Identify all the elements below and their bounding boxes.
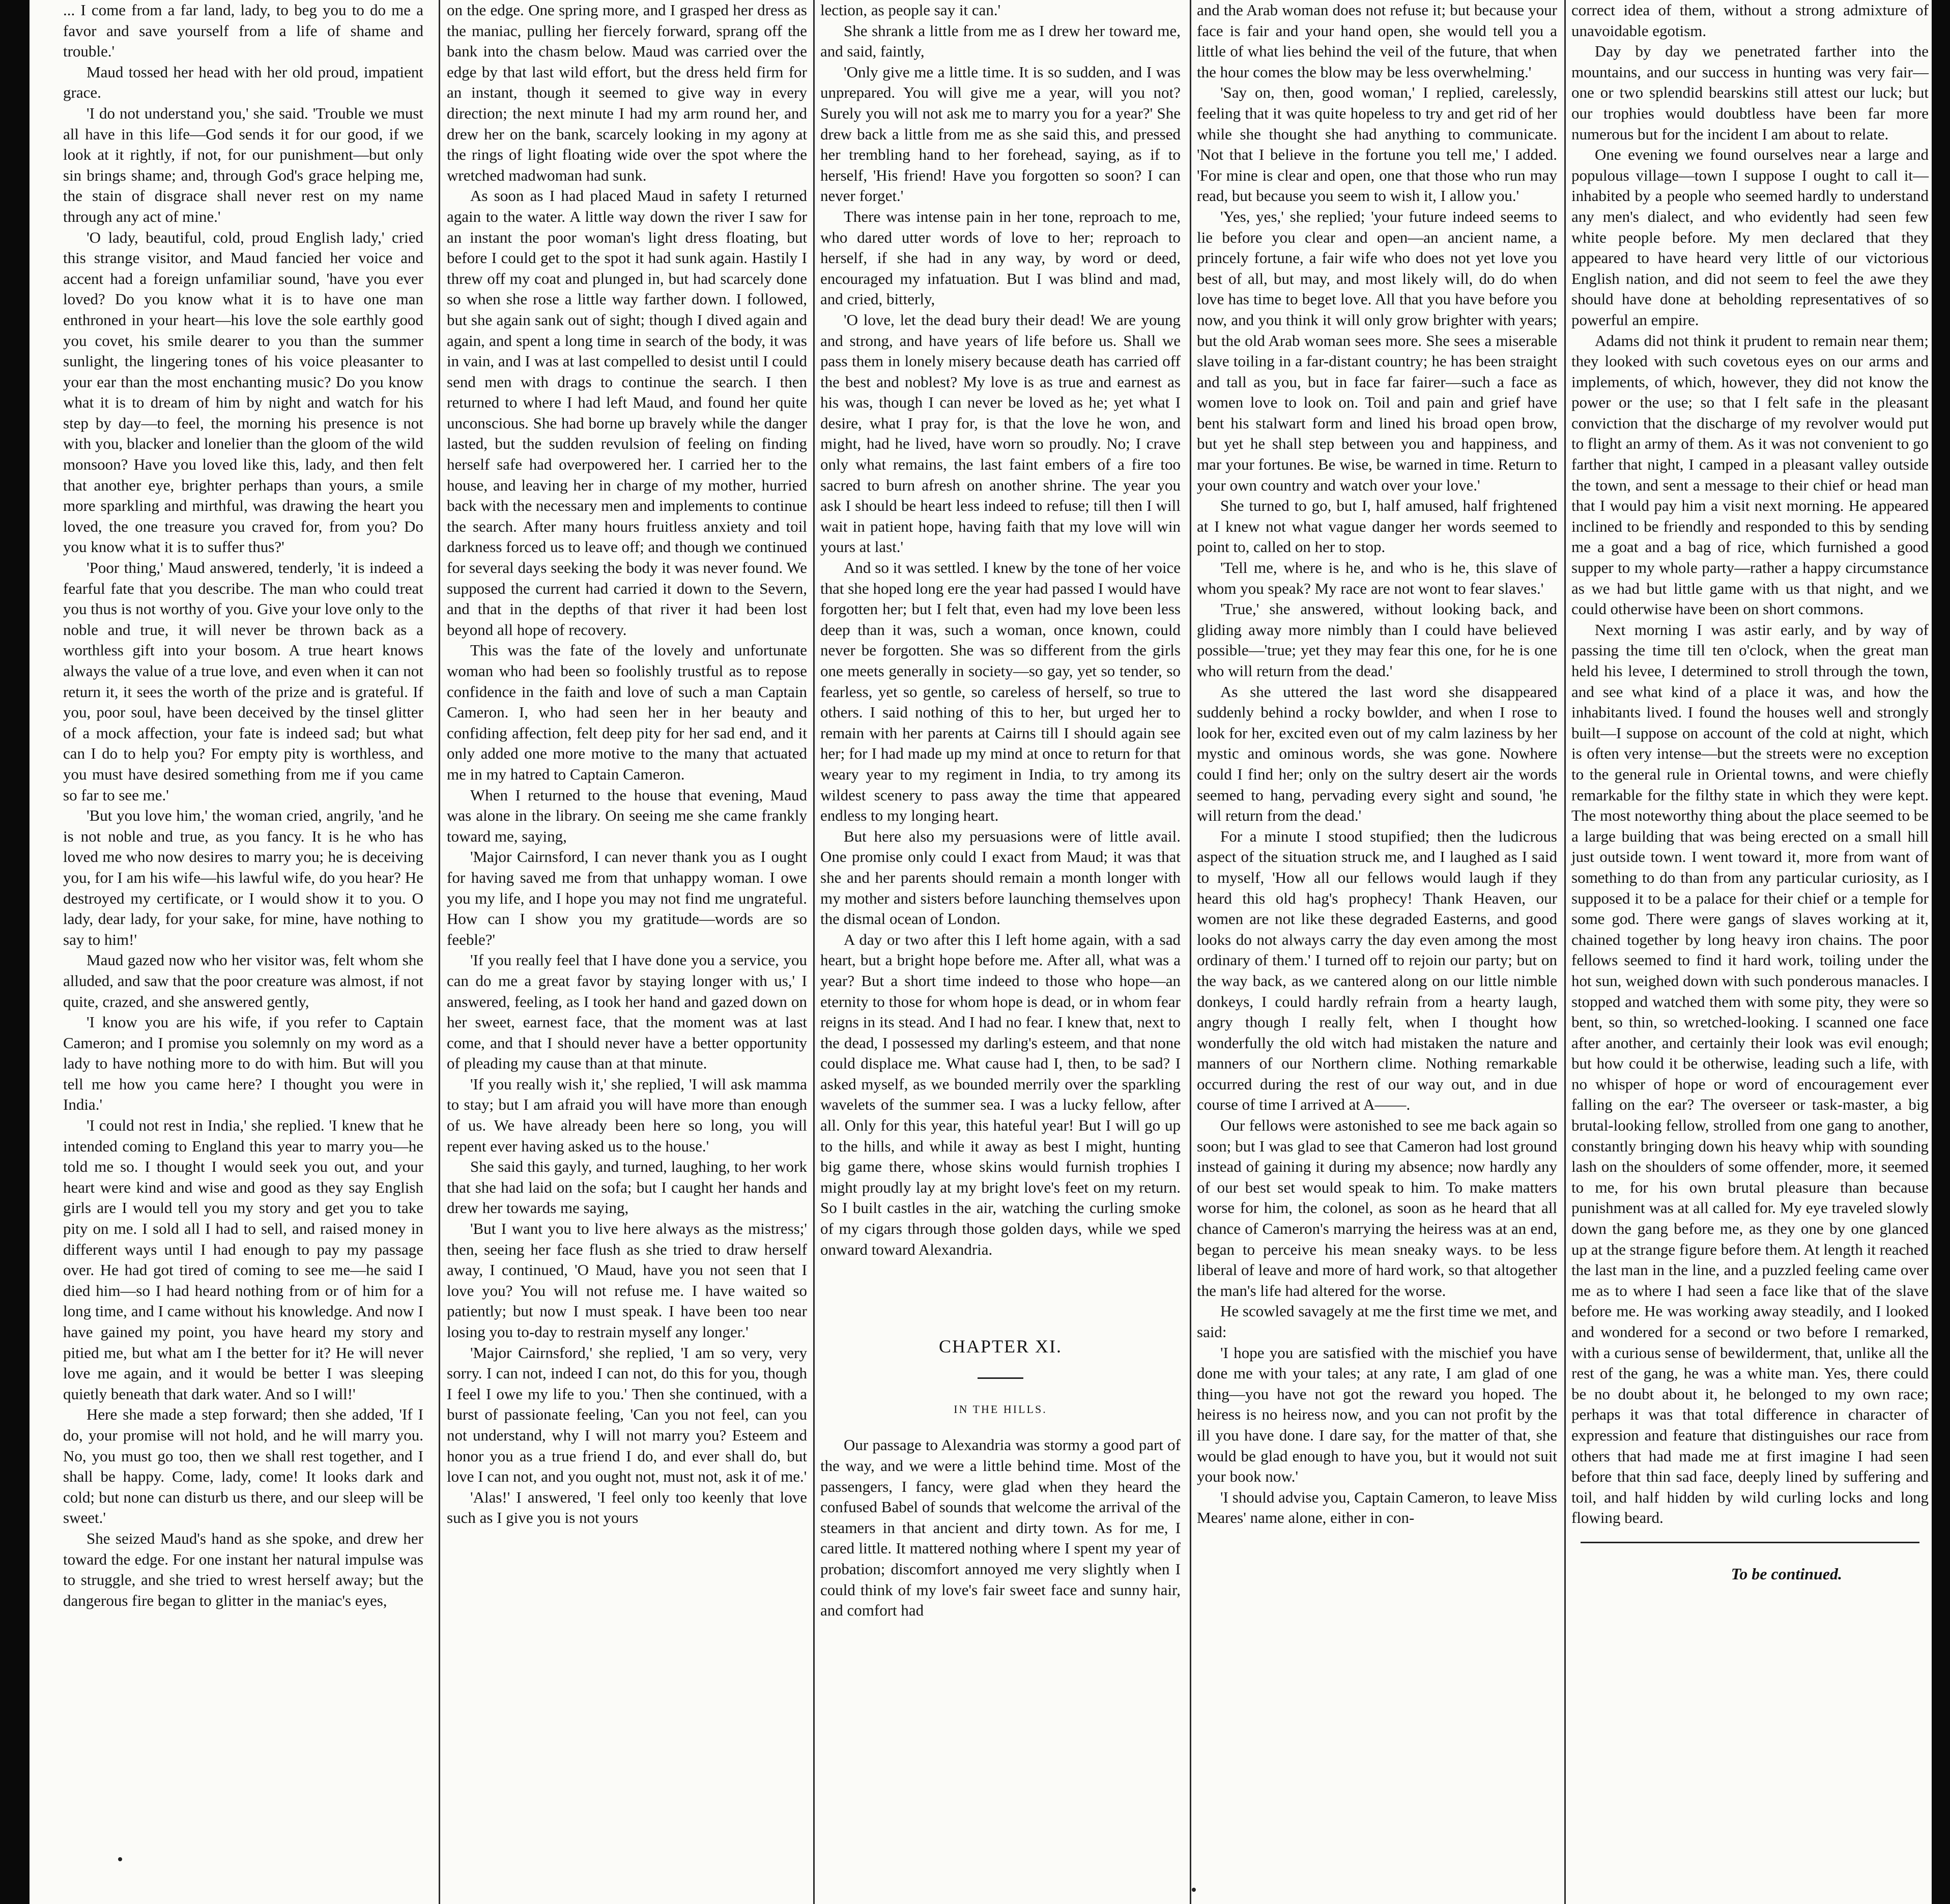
paragraph: 'I could not rest in India,' she replied. 'I knew that he intended coming to England this year to marry you—he told me so. I thought I would seek you out, and your heart were kind and wise and good as they say English girls are I would tell you my story and get you to take pity on me. I sold all I had to sell, and raised money in different ways until I had enough to pay my passage over. He had got tired of coming to see me—he said I died him—so I had heard nothing from or of him for a long time, and I came without his knowledge. And now I have gained my point, you have heard my story and pitied me, but what am I the better for it? He will never love me again, and it would be better I was sleeping quietly beneath that dark water. And so I will!' (63, 1116, 423, 1403)
column-divider (1190, 0, 1191, 1904)
paragraph: Here she made a step forward; then she added, 'If I do, your promise will not hold, and he will marry you. No, you must go too, then we shall rest together, and I shall be happy. Come, lady, come! It looks dark and cold; but none can disturb us there, and our sleep will be sweet.' (63, 1405, 423, 1527)
paragraph: This was the fate of the lovely and unfortunate woman who had been so foolishly trustful as to repose confidence in the faith and love of such a man Captain Cameron. I, who had seen her in her beauty and confiding affection, felt deep pity for her sad end, and it only added one more motive to the many that actuated me in my hatred to Captain Cameron. (447, 641, 807, 783)
paragraph: For a minute I stood stupified; then the ludicrous aspect of the situation struck me, and I laughed as I said to myself, 'How all our fellows would laugh if they heard this old hag's prophecy! Thank Heaven, our women are not like these degraded Easterns, and good looks do not always carry the day even among the most ordinary of them.' I turned off to rejoin our party; but on the way back, as we cantered along on our little nimble donkeys, I could hardly refrain from a hearty laugh, angry though I really felt, when I thought how wonderfully the old witch had mistaken the nature and manners of our Northern clime. Nothing remarkable occurred during the rest of our way out, and in due course of time I arrived at A——. (1197, 827, 1557, 1114)
paragraph: Our passage to Alexandria was stormy a good part of the way, and we were a little behind time. Most of the passengers, I fancy, were glad when they heard the confused Babel of sounds that welcome the arrival of the steamers in that ancient and dirty town. As for me, I cared little. It mattered nothing where I spent my year of probation; discomfort annoyed me very slightly when I could think of my love's fair sweet face and sunny hair, and comfort had (820, 1436, 1181, 1620)
paragraph: A day or two after this I left home again, with a sad heart, but a bright hope before me. After all, what was a year? But a short time indeed to those who hope—an eternity to those for whom hope is dead, or in whom fear reigns in its stead. And I had no fear. I knew that, next to the dead, I possessed my darling's esteem, and that none could displace me. What cause had I, then, to be sad? I asked myself, as we bounded merrily over the sparkling wavelets of the summer sea. I was a lucky fellow, after all. Only for this year, this hateful year! But I will go up to the hills, and while it away as best I might, hunting big game there, whose skins would furnish trophies I might proudly lay at my bright love's feet on my return. So I built castles in the air, watching the curling smoke of my cigars through those golden days, while we sped onward toward Alexandria. (820, 930, 1181, 1258)
paragraph: And so it was settled. I knew by the tone of her voice that she hoped long ere the year had passed I would have forgotten her; but I felt that, even had my love been less deep than it was, such a woman, once known, could never be forgotten. She was so different from the girls one meets generally in society—so gay, yet so tender, so fearless, yet so gentle, so careless of herself, so true to others. I said nothing of this to her, but urged her to remain with her parents at Cairns till I should again see her; for I had made up my mind at once to return for that weary year to my regiment in India, to try among its wildest scenery to pass away the time that appeared endless to my longing heart. (820, 559, 1181, 825)
paragraph: lection, as people say it can.' (820, 1, 1001, 19)
paragraph: 'Only give me a little time. It is so sudden, and I was unprepared. You will give me a year, will you not? Surely you will not ask me to marry you for a year?' She drew back a little from me as she said this, and pressed her trembling hand to her forehead, saying, as if to herself, 'His friend! Have you forgotten so soon? I can never forget.' (820, 63, 1181, 205)
paragraph: ... I come from a far land, lady, to beg you to do me a favor and save yourself from a life of shame and trouble.' (63, 1, 423, 61)
scan-edge-right (1932, 0, 1950, 1904)
paragraph: correct idea of them, without a strong admixture of unavoidable egotism. (1571, 1, 1929, 40)
paragraph: 'I do not understand you,' she said. 'Trouble we must all have in this life—God sends it for our good, if we look at it rightly, if not, for our punishment—but only sin brings shame; and, through God's grace helping me, the stain of disgrace shall never rest on my name through any act of mine.' (63, 104, 423, 225)
paragraph: He scowled savagely at me the first time we met, and said: (1197, 1302, 1557, 1341)
paragraph: 'But you love him,' the woman cried, angrily, 'and he is not noble and true, as you fancy. It is he who has loved me who now desires to marry you; he is deceiving you, for I am his wife—his lawful wife, do you hear? He destroyed my certificate, or I would show it to you. O lady, dear lady, for your sake, for mine, have nothing to say to him!' (63, 806, 423, 948)
paragraph: 'I know you are his wife, if you refer to Captain Cameron; and I promise you solemnly on my word as a lady to have nothing more to do with him. But will you tell me how you came here? I thought you were in India.' (63, 1013, 423, 1114)
paragraph: Day by day we penetrated farther into the mountains, and our success in hunting was very fair—one or two splendid bearskins still attest our luck; but our trophies would doubtless have been far more numerous but for the incident I am about to relate. (1571, 42, 1929, 143)
paragraph: 'Tell me, where is he, and who is he, this slave of whom you speak? My race are not wont to fear slaves.' (1197, 559, 1557, 597)
paragraph: Maud tossed her head with her old proud, impatient grace. (63, 63, 423, 102)
column-divider (1564, 0, 1566, 1904)
paragraph: 'Major Cairnsford,' she replied, 'I am so very, very sorry. I can not, indeed I can not, do this for you, though I feel I owe my life to you.' Then she continued, with a burst of passionate feeling, 'Can you not feel, can you not understand, why I will not marry you? Esteem and honor you as a true friend I do, and ever shall do, but love I can not, and you ought not, must not, ask it of me.' (447, 1343, 807, 1486)
column-3 (817, 0, 1184, 1904)
paragraph: on the edge. One spring more, and I grasped her dress as the maniac, pulling her fiercely forward, sprang off the bank into the chasm below. Maud was carried over the edge by that last wild effort, but the dress held firm for an instant, though it seemed to give way in every direction; the next minute I had my arm round her, and drew her on the bank, scarcely looking in my agony at the rings of light floating wide over the spot where the wretched madwoman had sunk. (447, 1, 807, 184)
column-divider (813, 0, 815, 1904)
paragraph: But here also my persuasions were of little avail. One promise only could I exact from Maud; it was that she and her parents should remain a month longer with my mother and sisters before launching themselves upon the dismal ocean of London. (820, 827, 1181, 928)
end-rule (1581, 1542, 1920, 1543)
chapter-subheading: IN THE HILLS. (954, 1402, 1047, 1416)
paragraph: Maud gazed now who her visitor was, felt whom she alluded, and saw that the poor creature was almost, if not quite, crazed, and she answered gently, (63, 951, 423, 1011)
column-5 (1568, 0, 1932, 1904)
paragraph: 'Yes, yes,' she replied; 'your future indeed seems to lie before you clear and open—an ancient name, a princely fortune, a fair wife who does not yet love you best of all, but may, and most likely will, do do when love has time to beget love. All that you have before you now, and you think it will only grow brighter with years; but the old Arab woman sees more. She sees a miserable slave toiling in a far-distant country; he has been straight and tall as you, but in face far fairer—such a face as women love to look on. Toil and pain and grief have bent his stalwart form and lined his broad open brow, but yet he shall step between you and happiness, and mar your fortunes. Be wise, be warned in time. Return to your own country and watch over your love.' (1197, 207, 1557, 494)
paragraph: 'Say on, then, good woman,' I replied, carelessly, feeling that it was quite hopeless to try and get rid of her while she thought she had anything to communicate. 'Not that I believe in the fortune you tell me,' I added. 'For mine is clear and open, one that those who run may read, but because you seem to wish it, I allow you.' (1197, 83, 1557, 205)
ink-speck (118, 1857, 122, 1861)
paragraph: As she uttered the last word she disappeared suddenly behind a rocky bowlder, and when I rose to look for her, excited even out of my calm laziness by her mystic and ominous words, she was gone. Nowhere could I find her; only on the sultry desert air the words seemed to hang, pervading every sight and sound, 'he will return from the dead.' (1197, 682, 1557, 825)
paragraph: One evening we found ourselves near a large and populous village—town I suppose I ought to call it—inhabited by a people who seemed hardly to understand any men's dialect, and who evidently had seen few white people before. My men declared that they appeared to have heard very little of our victorious English nation, and did not seem to feel the awe they should have done at beholding representatives of so powerful an empire. (1571, 146, 1929, 329)
paragraph: 'Poor thing,' Maud answered, tenderly, 'it is indeed a fearful fate that you describe. The man who could treat you thus is not worthy of you. Give your love only to the noble and true, it will never be thrown back as a worthless gift into your bosom. A true heart knows always the value of a true love, and even when it can not return it, it sees the worth of the prize and is grateful. If you, poor soul, have been deceived by the tinsel glitter of a mock affection, your fate is indeed sad; but what can I do to help you? For empty pity is worthless, and you must have desired something from me if you came so far to see me.' (63, 559, 423, 804)
column-2 (444, 0, 810, 1904)
paragraph: 'I hope you are satisfied with the mischief you have done me with your tales; at any rate, I am glad of one thing—you have not got the reward you hoped. The heiress is no heiress now, and you can not profit by the ill you have done. I dare say, for the matter of that, she would be glad enough to have you, but it would not suit your book now.' (1197, 1343, 1557, 1486)
paragraph: Adams did not think it prudent to remain near them; they looked with such covetous eyes on our arms and implements, of which, however, they did not know the power or the use; so that I felt safe in the pleasant conviction that the discharge of my revolver would put to flight an army of them. As it was not convenient to go farther that night, I camped in a pleasant valley outside the town, and sent a message to their chief or head man that I would pay him a visit next morning. He appeared inclined to be friendly and responded to this by sending me a goat and a bag of rice, which furnished a good supper to my whole party—rather a happy circumstance as we had but little game with us that night, and we could otherwise have been on short commons. (1571, 331, 1929, 618)
paragraph: She said this gayly, and turned, laughing, to her work that she had laid on the sofa; but I caught her hands and drew her towards me saying, (447, 1158, 807, 1217)
paragraph: 'True,' she answered, without looking back, and gliding away more nimbly than I could have believed possible—'true; yet they may fear this one, for he is one who will return from the dead.' (1197, 600, 1557, 680)
paragraph: 'But I want you to live here always as the mistress;' then, seeing her face flush as she tried to draw herself away, I continued, 'O Maud, have you not seen that I love you? You will not refuse me. I have waited so patiently; but now I must speak. I have been too near losing you to-day to restrain myself any longer.' (447, 1220, 807, 1341)
heading-rule (978, 1377, 1023, 1379)
paragraph: 'O love, let the dead bury their dead! We are young and strong, and have years of life before us. Shall we pass them in lonely misery because death has carried off the best and noblest? My love is as true and earnest as his was, though I can never be loved as he; yet what I desire, what I pray for, is that the love he won, and might, had he lived, have worn so proudly. No; I crave only what remains, the last faint embers of a fire too sacred to burn afresh on another shrine. The year you ask I should be heart less indeed to refuse; till then I will wait in patient hope, having faith that my love will win yours at last.' (820, 310, 1181, 556)
scan-edge-left (0, 0, 30, 1904)
paragraph: and the Arab woman does not refuse it; but because your face is fair and your hand open, she would tell you a little of what lies behind the veil of the future, that when the hour comes the blow may be less overwhelming.' (1197, 1, 1557, 81)
paragraph: There was intense pain in her tone, reproach to me, who dared utter words of love to her; reproach to herself, if she had in any way, by word or deed, encouraged my infatuation. But I was blind and mad, and cried, bitterly, (820, 207, 1181, 308)
paragraph: 'Major Cairnsford, I can never thank you as I ought for having saved me from that unhappy woman. I owe you my life, and I hope you may not find me ungrateful. How can I show you my gratitude—words are so feeble?' (447, 848, 807, 948)
to-be-continued: To be continued. (1731, 1564, 1842, 1583)
column-4 (1194, 0, 1560, 1904)
paragraph: 'O lady, beautiful, cold, proud English lady,' cried this strange visitor, and Maud fancied her voice and accent had a foreign unfamiliar sound, 'have you ever loved? Do you know what it is to have one man enthroned in your heart—his love the sole earthly good you covet, his smile dearer to you than the summer sunlight, the lingering tones of his voice pleasanter to your ear than the most enchanting music? Do you know what it is to dream of him by night and watch for his step by day—to feel, the morning his presence is not with you, blacker and lonelier than the gloom of the wild monsoon? Have you loved like this, lady, and then felt that another eye, brighter perhaps than yours, a smile more sparkling and mirthful, was drawing the heart you loved, the one treasure you craved for, from you? Do you know what it is to suffer thus?' (63, 228, 423, 556)
paragraph: She shrank a little from me as I drew her toward me, and said, faintly, (820, 21, 1181, 61)
column-1 (60, 0, 426, 1904)
chapter-heading: CHAPTER XI. (938, 1336, 1062, 1357)
paragraph: She seized Maud's hand as she spoke, and drew her toward the edge. For one instant her natural impulse was to struggle, and she tried to wrest herself away; but the dangerous fire began to glitter in the maniac's eyes, (63, 1529, 423, 1609)
paragraph: As soon as I had placed Maud in safety I returned again to the water. A little way down the river I saw for an instant the poor woman's light dress floating, but before I could get to the spot it had sunk again. Hastily I threw off my coat and plunged in, but had scarcely done so when she rose a little way farther down. I followed, but she again sank out of sight; though I dived again and again, and spent a long time in search of the body, it was in vain, and I was at last compelled to desist until I could send men with drags to continue the search. I then returned to where I had left Maud, and found her quite unconscious. She had borne up bravely while the danger lasted, but the sudden revulsion of feeling on finding herself safe had overpowered her. I carried her to the house, and leaving her in charge of my mother, hurried back with the necessary men and implements to continue the search. After many hours fruitless anxiety and toil darkness forced us to leave off; and though we continued for several days seeking the body it was never found. We supposed the current had carried it down to the Severn, and that in the depths of that river it had been lost beyond all hope of recovery. (447, 187, 807, 639)
paragraph: 'If you really feel that I have done you a service, you can do me a great favor by staying longer with us,' I answered, feeling, as I took her hand and gazed down on her sweet, earnest face, that the moment was at last come, and that I should never have a better opportunity of pleading my cause than at that minute. (447, 951, 807, 1073)
paragraph: Next morning I was astir early, and by way of passing the time till ten o'clock, when the great man held his levee, I determined to stroll through the town, and see what kind of a place it was, and how the inhabitants lived. I found the houses well and strongly built—I suppose on account of the cold at night, which is often very intense—but the streets were no exception to the general rule in Oriental towns, and were chiefly remarkable for the filthy state in which they were kept. The most noteworthy thing about the place seemed to be a large building that was being erected on a small hill just outside town. I went toward it, more from want of something to do than from any particular curiosity, as I supposed it to be a palace for their chief or a temple for some god. There were gangs of slaves working at it, chained together by long heavy iron chains. The poor fellows seemed to find it hard work, toiling under the hot sun, weighed down with such ponderous manacles. I stopped and watched them with some pity, they were so bent, so thin, so wretched-looking. I scanned one face after another, and certainly their look was evil enough; but how could it be otherwise, leading such a life, with no whisper of hope or word of encouragement ever falling on the ear? The overseer or task-master, a big brutal-looking fellow, strolled from one gang to another, constantly bringing down his heavy whip with sounding lash on the shoulders of some offender, more, it seemed to me, for his own brutal pleasure than because punishment was at all called for. My eye traveled slowly down the gang before me, as they one by one glanced up at the strange figure before them. At length it reached the last man in the line, and a puzzled feeling came over me as to where I had seen a face like that of the slave before me. He was working away steadily, and I looked and wondered for a second or two before I remarked, with a curious sense of bewilderment, that, unlike all the rest of the gang, he was a white man. Yes, there could be no doubt about it, he belonged to my own race; perhaps it was that total difference in character of expression and feature that distinguishes our race from others that had made me at first imagine I had seen before that thin sad face, deeply lined by suffering and toil, and half hidden by wild curling locks and long flowing beard. (1571, 620, 1929, 1527)
paragraph: 'Alas!' I answered, 'I feel only too keenly that love such as I give you is not yours (447, 1488, 807, 1527)
paragraph: 'If you really wish it,' she replied, 'I will ask mamma to stay; but I am afraid you will have more than enough of us. We have already been here so long, you will repent ever having asked us to the house.' (447, 1075, 807, 1155)
paragraph: 'I should advise you, Captain Cameron, to leave Miss Meares' name alone, either in con- (1197, 1488, 1557, 1527)
column-divider (439, 0, 440, 1904)
paragraph: When I returned to the house that evening, Maud was alone in the library. On seeing me she came frankly toward me, saying, (447, 786, 807, 845)
paragraph: She turned to go, but I, half amused, half frightened at I knew not what vague danger her words seemed to point to, called on her to stop. (1197, 497, 1557, 556)
ink-speck (1192, 1888, 1196, 1892)
paragraph: Our fellows were astonished to see me back again so soon; but I was glad to see that Cameron had lost ground instead of gaining it during my absence; now hardly any of our best set would speak to him. To make matters worse for him, the colonel, as soon as he heard that all chance of Cameron's marrying the heiress was at an end, began to perceive his mean sneaky ways. to be less liberal of leave and more of hard work, so that altogether the man's life had altered for the worse. (1197, 1116, 1557, 1300)
